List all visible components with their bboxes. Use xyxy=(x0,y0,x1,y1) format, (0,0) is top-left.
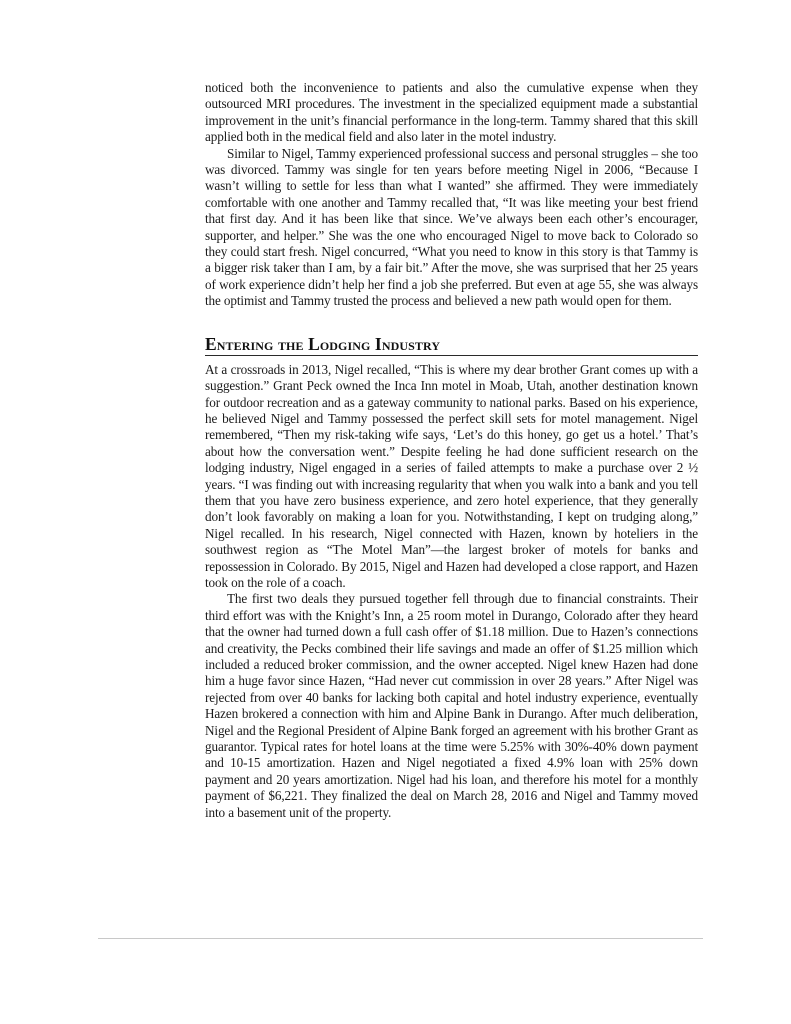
intro-paragraph-1: noticed both the inconvenience to patients and also the cumulative expense when they outsourced MRI procedures. The investment in the specialized equipment made a substantial improvement in the unit’s financial performance in the long-term. Tammy shared that this skill applied both in the medical field and also later in the motel industry. xyxy=(205,80,698,145)
document-page xyxy=(205,80,698,821)
intro-paragraph-2: Similar to Nigel, Tammy experienced professional success and personal struggles – she too was divorced. Tammy was single for ten years before meeting Nigel in 2006, “Because I wasn’t willing to settle for less than what I wanted” she affirmed. They were immediately comfortable with one another and Tammy recalled that, “It was like meeting your best friend that first day. And it has been like that since. We’ve always been each other’s encourager, supporter, and helper.” She was the one who encouraged Nigel to move back to Colorado so they could start fresh. Nigel concurred, “What you need to know in this story is that Tammy is a bigger risk taker than I am, by a fair bit.” After the move, she was surprised that her 25 years of work experience didn’t help her find a job she preferred. But even at age 55, she was always the optimist and Tammy trusted the process and believed a new path would open for them. xyxy=(205,145,698,309)
section-paragraph-2: The first two deals they pursued together fell through due to financial constraints. Their third effort was with the Knight’s Inn, a 25 room motel in Durango, Colorado after they heard that the owner had turned down a full cash offer of $1.18 million. Due to Hazen’s connections and creativity, the Pecks combined their life savings and made an offer of $1.25 million which included a reduced broker commission, and the owner accepted. Nigel knew Hazen had done him a huge favor since Hazen, “Had never cut commission in over 28 years.” After Nigel was rejected from over 40 banks for lacking both capital and hotel industry experience, eventually Hazen brokered a connection with him and Alpine Bank in Durango. After much deliberation, Nigel and the Regional President of Alpine Bank forged an agreement with his brother Grant as guarantor. Typical rates for hotel loans at the time were 5.25% with 30%-40% down payment and 10-15 amortization. Hazen and Nigel negotiated a fixed 4.9% loan with 25% down payment and 20 years amortization. Nigel had his loan, and therefore his motel for a monthly payment of $6,221. They finalized the deal on March 28, 2016 and Nigel and Tammy moved into a basement unit of the property. xyxy=(205,591,698,820)
footer-divider xyxy=(98,938,703,939)
section-paragraph-1: At a crossroads in 2013, Nigel recalled, “This is where my dear brother Grant comes up with a suggestion.” Grant Peck owned the Inca Inn motel in Moab, Utah, another destination known for outdoor recreation and as a gateway community to national parks. Based on his experience, he believed Nigel and Tammy possessed the perfect skill sets for motel management. Nigel remembered, “Then my risk-taking wife says, ‘Let’s do this honey, go get us a hotel.’ That’s about how the conversation went.” Despite feeling he had done sufficient research on the lodging industry, Nigel engaged in a series of failed attempts to make a purchase over 2 ½ years. “I was finding out with increasing regularity that when you walk into a bank and you tell them that you have zero business experience, and zero hotel experience, that they generally don’t look favorably on making a loan for you. Notwithstanding, I kept on trudging along,” Nigel recalled. In his research, Nigel connected with Hazen, known by hoteliers in the southwest region as “The Motel Man”—the largest broker of motels for banks and repossession in Colorado. By 2015, Nigel and Hazen had developed a close rapport, and Hazen took on the role of a coach. xyxy=(205,361,698,590)
section-heading-rule xyxy=(205,334,698,356)
section-heading: Entering the Lodging Industry xyxy=(205,333,441,354)
